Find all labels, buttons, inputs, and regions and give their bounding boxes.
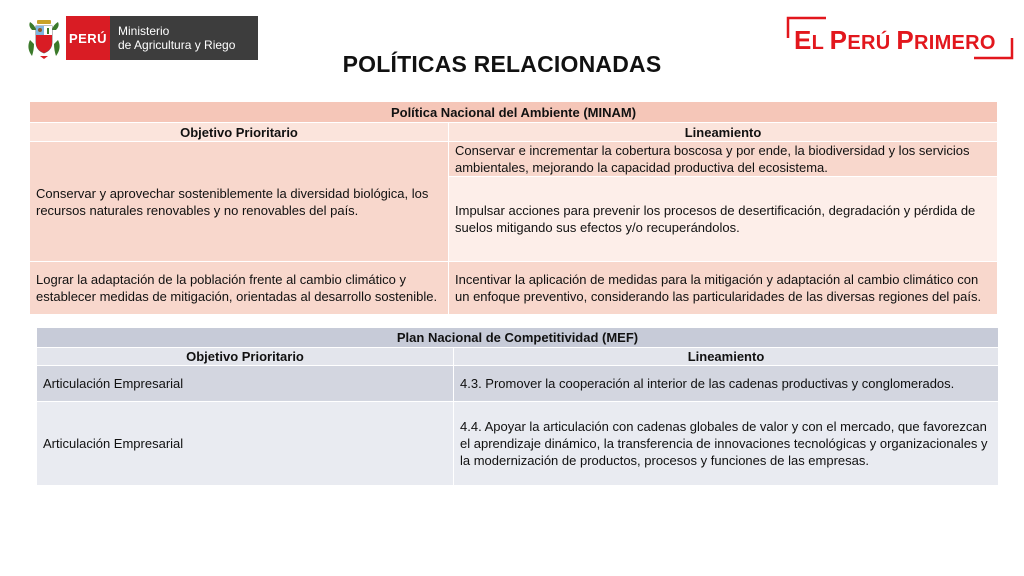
brand-word-el: L (811, 32, 830, 54)
ministry-name-line1: Ministerio (118, 24, 170, 38)
table-header-row (37, 348, 998, 365)
mef-plan-table (36, 327, 999, 486)
brand-letter-p: P (829, 25, 848, 55)
objective-column-header: Objetivo Prioritario (30, 123, 448, 141)
table-title-row (37, 328, 998, 347)
objective-cell: Conservar y aprovechar sosteniblemente la diversidad biológica, los recursos naturales renovables y no renovables del país. (30, 142, 448, 261)
brand-letter-p2: P (896, 25, 914, 55)
objective-cell: Articulación Empresarial (37, 402, 453, 485)
guideline-column-header: Lineamiento (454, 348, 998, 365)
ministry-name-line2: de Agricultura y Riego (118, 38, 236, 52)
guideline-cell: Incentivar la aplicación de medidas para la mitigación y adaptación al cambio climático con un enfoque preventivo, considerando las particularidades de las diversas regiones del país. (449, 262, 997, 314)
table-row (30, 142, 997, 176)
guideline-cell: Impulsar acciones para prevenir los procesos de desertificación, degradación y pérdida de suelos mitigando sus efectos y/o recuperándolos. (449, 177, 997, 261)
objective-cell: Lograr la adaptación de la población frente al cambio climático y establecer medidas de mitigación, orientadas al desarrollo sostenible. (30, 262, 448, 314)
minam-policy-table (29, 101, 998, 315)
guideline-cell: Conservar e incrementar la cobertura boscosa y por ende, la biodiversidad y los servicios ambientales, mejorando la capacidad productiva del ecosistema. (449, 142, 997, 176)
brand-word-primero: RIMERO (913, 32, 996, 54)
guideline-cell: 4.3. Promover la cooperación al interior de las cadenas productivas y conglomerados. (454, 366, 998, 401)
table-row (37, 402, 998, 485)
table-title-row (30, 102, 997, 122)
mef-table-title: Plan Nacional de Competitividad (MEF) (37, 328, 998, 347)
minam-table-title: Política Nacional del Ambiente (MINAM) (30, 102, 997, 122)
guideline-cell: 4.4. Apoyar la articulación con cadenas globales de valor y con el mercado, que favorezcan el aprendizaje dinámico, la transferencia de innovaciones tecnológicas y organizacionales y la modernización de productos, procesos y funciones de las empresas. (454, 402, 998, 485)
table-row (30, 262, 997, 314)
peru-label: PERÚ (66, 16, 110, 60)
page-title: POLÍTICAS RELACIONADAS (342, 51, 662, 77)
objective-column-header: Objetivo Prioritario (37, 348, 453, 365)
brand-letter-e: E (794, 25, 812, 55)
table-row (37, 366, 998, 401)
table-header-row (30, 123, 997, 141)
guideline-column-header: Lineamiento (449, 123, 997, 141)
brand-word-peru: ERÚ (847, 32, 897, 54)
objective-cell: Articulación Empresarial (37, 366, 453, 401)
